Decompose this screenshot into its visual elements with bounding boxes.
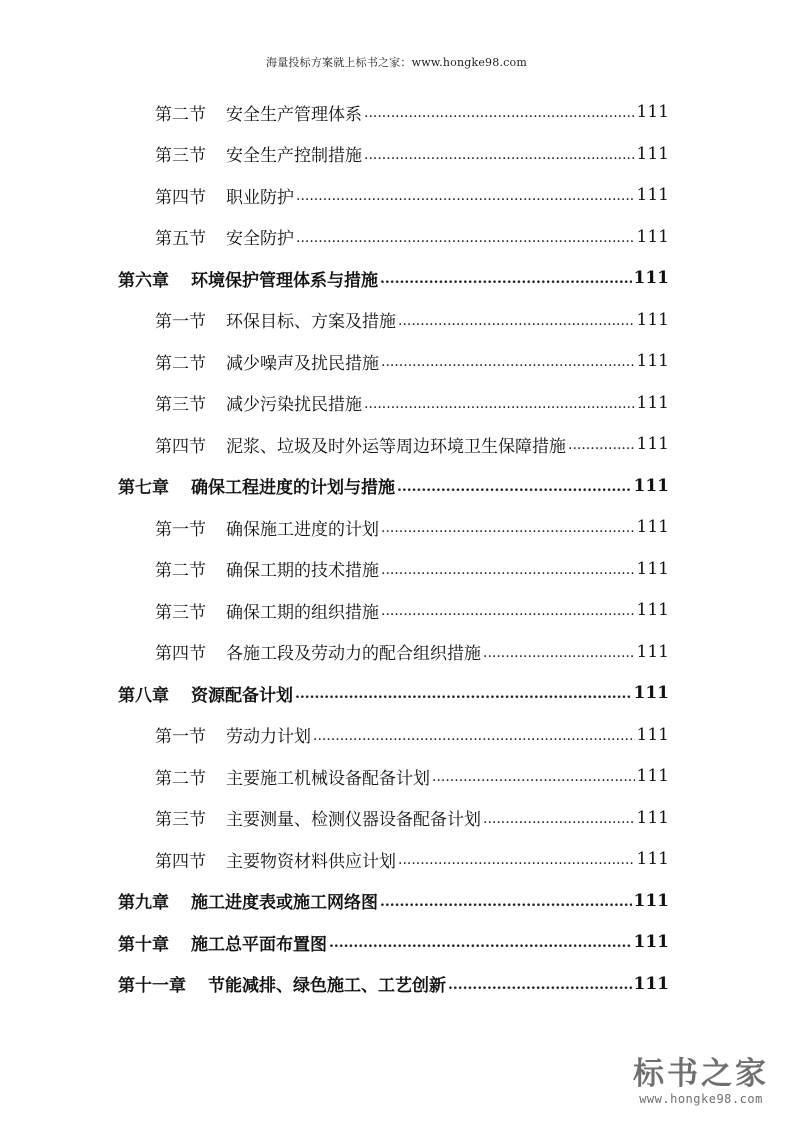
toc-entry-title: 确保施工进度的计划 — [226, 519, 379, 540]
toc-entry-title: 劳动力计划 — [226, 727, 311, 747]
toc-chapter-entry[interactable] — [118, 678, 669, 708]
toc-entry-number: 第二节 — [155, 768, 206, 789]
toc-section-entry[interactable] — [155, 180, 669, 210]
toc-page-number: 111 — [633, 973, 669, 994]
toc-dot-leader — [448, 977, 632, 999]
toc-page-number: 111 — [636, 724, 669, 745]
toc-entry-number: 第二节 — [155, 561, 206, 581]
toc-dot-leader — [483, 645, 635, 667]
toc-entry-number: 第四节 — [155, 187, 206, 208]
toc-page-number: 111 — [636, 309, 669, 330]
toc-page-number: 111 — [633, 475, 669, 496]
toc-entry-title: 职业防护 — [226, 187, 294, 208]
page-header: 海量投标方案就上标书之家：www.hongke98.com — [266, 56, 527, 69]
toc-entry-number: 第二节 — [155, 104, 206, 125]
toc-page-number: 111 — [633, 890, 669, 911]
toc-page-number: 111 — [636, 226, 669, 247]
toc-entry-title: 减少噪声及扰民措施 — [226, 353, 379, 374]
toc-entry-number: 第一节 — [155, 519, 206, 540]
toc-entry-number: 第八章 — [118, 685, 169, 706]
toc-entry-number: 第十章 — [118, 934, 169, 955]
toc-entry-title: 确保工期的技术措施 — [226, 561, 379, 581]
toc-dot-leader — [380, 894, 632, 916]
toc-page-number: 111 — [636, 766, 669, 786]
toc-section-entry[interactable] — [155, 512, 669, 542]
toc-dot-leader — [364, 105, 635, 127]
toc-entry-title: 节能减排、绿色施工、工艺创新 — [208, 976, 446, 996]
toc-entry-title: 主要物资材料供应计划 — [226, 851, 396, 872]
toc-entry-title: 主要施工机械设备配备计划 — [226, 768, 430, 789]
toc-section-entry[interactable] — [155, 346, 669, 376]
toc-entry-title: 泥浆、垃圾及时外运等周边环境卫生保障措施 — [226, 436, 566, 457]
toc-page-number: 111 — [636, 849, 669, 869]
toc-dot-leader — [398, 313, 635, 335]
toc-entry-number: 第十一章 — [118, 976, 186, 996]
toc-section-entry[interactable] — [155, 720, 669, 750]
toc-section-entry[interactable] — [155, 222, 669, 252]
toc-dot-leader — [296, 230, 635, 252]
toc-dot-leader — [329, 935, 632, 957]
toc-entry-number: 第三节 — [155, 146, 206, 166]
toc-entry-title: 环境保护管理体系与措施 — [191, 270, 378, 291]
toc-chapter-entry[interactable] — [118, 886, 669, 916]
toc-dot-leader — [364, 147, 635, 169]
toc-dot-leader — [296, 188, 635, 210]
toc-dot-leader — [381, 562, 635, 584]
toc-section-entry[interactable] — [155, 97, 669, 127]
toc-page-number: 111 — [636, 641, 669, 662]
toc-page-number: 111 — [636, 558, 669, 579]
logo-name: 标书之家 — [633, 1056, 769, 1092]
toc-section-entry[interactable] — [155, 554, 669, 584]
toc-section-entry[interactable] — [155, 305, 669, 335]
toc-section-entry[interactable] — [155, 761, 669, 791]
toc-section-entry[interactable] — [155, 803, 669, 833]
toc-section-entry[interactable] — [155, 844, 669, 874]
toc-page-number: 111 — [636, 143, 669, 164]
toc-page-number: 111 — [633, 683, 669, 703]
toc-entry-number: 第二节 — [155, 353, 206, 374]
toc-dot-leader — [381, 354, 635, 376]
toc-entry-number: 第九章 — [118, 893, 169, 913]
toc-entry-number: 第一节 — [155, 727, 206, 747]
toc-dot-leader — [483, 811, 635, 833]
toc-entry-title: 确保工期的组织措施 — [226, 602, 379, 623]
toc-page-number: 111 — [636, 807, 669, 828]
toc-entry-number: 第七章 — [118, 478, 169, 498]
toc-entry-title: 主要测量、检测仪器设备配备计划 — [226, 810, 481, 830]
toc-chapter-entry[interactable] — [118, 263, 669, 293]
toc-dot-leader — [381, 520, 635, 542]
toc-chapter-entry[interactable] — [118, 969, 669, 999]
toc-entry-number: 第五节 — [155, 229, 206, 249]
toc-entry-number: 第四节 — [155, 851, 206, 872]
toc-entry-number: 第四节 — [155, 436, 206, 457]
toc-dot-leader — [568, 437, 635, 459]
toc-section-entry[interactable] — [155, 429, 669, 459]
toc-section-entry[interactable] — [155, 595, 669, 625]
toc-dot-leader — [380, 271, 632, 293]
toc-chapter-entry[interactable] — [118, 471, 669, 501]
toc-dot-leader — [398, 852, 635, 874]
toc-entry-title: 施工进度表或施工网络图 — [191, 893, 378, 913]
toc-entry-title: 各施工段及劳动力的配合组织措施 — [226, 644, 481, 664]
toc-section-entry[interactable] — [155, 637, 669, 667]
toc-chapter-entry[interactable] — [118, 927, 669, 957]
toc-entry-title: 安全生产控制措施 — [226, 146, 362, 166]
toc-entry-title: 资源配备计划 — [191, 685, 293, 706]
toc-dot-leader — [313, 728, 635, 750]
toc-section-entry[interactable] — [155, 388, 669, 418]
toc-entry-number: 第三节 — [155, 602, 206, 623]
toc-page-number: 111 — [636, 351, 669, 371]
toc-entry-number: 第一节 — [155, 312, 206, 332]
watermark-logo — [631, 1056, 771, 1106]
toc-entry-title: 确保工程进度的计划与措施 — [191, 478, 395, 498]
toc-entry-title: 环保目标、方案及措施 — [226, 312, 396, 332]
logo-url: www.hongke98.com — [639, 1092, 763, 1106]
toc-entry-number: 第六章 — [118, 270, 169, 291]
toc-page-number: 111 — [636, 434, 669, 454]
toc-page-number: 111 — [636, 600, 669, 620]
toc-entry-number: 第三节 — [155, 395, 206, 415]
toc-page-number: 111 — [636, 392, 669, 413]
toc-entry-number: 第三节 — [155, 810, 206, 830]
toc-entry-title: 施工总平面布置图 — [191, 934, 327, 955]
toc-page-number: 111 — [636, 102, 669, 122]
toc-dot-leader — [397, 479, 632, 501]
toc-dot-leader — [295, 686, 632, 708]
toc-dot-leader — [381, 603, 635, 625]
toc-section-entry[interactable] — [155, 139, 669, 169]
toc-entry-number: 第四节 — [155, 644, 206, 664]
toc-entry-title: 减少污染扰民措施 — [226, 395, 362, 415]
toc-page-number: 111 — [636, 185, 669, 205]
toc-page-number: 111 — [633, 268, 669, 288]
toc-entry-title: 安全生产管理体系 — [226, 104, 362, 125]
toc-entry-title: 安全防护 — [226, 229, 294, 249]
toc-page-number: 111 — [633, 932, 669, 952]
toc-dot-leader — [364, 396, 635, 418]
toc-dot-leader — [432, 769, 635, 791]
toc-page-number: 111 — [636, 517, 669, 537]
